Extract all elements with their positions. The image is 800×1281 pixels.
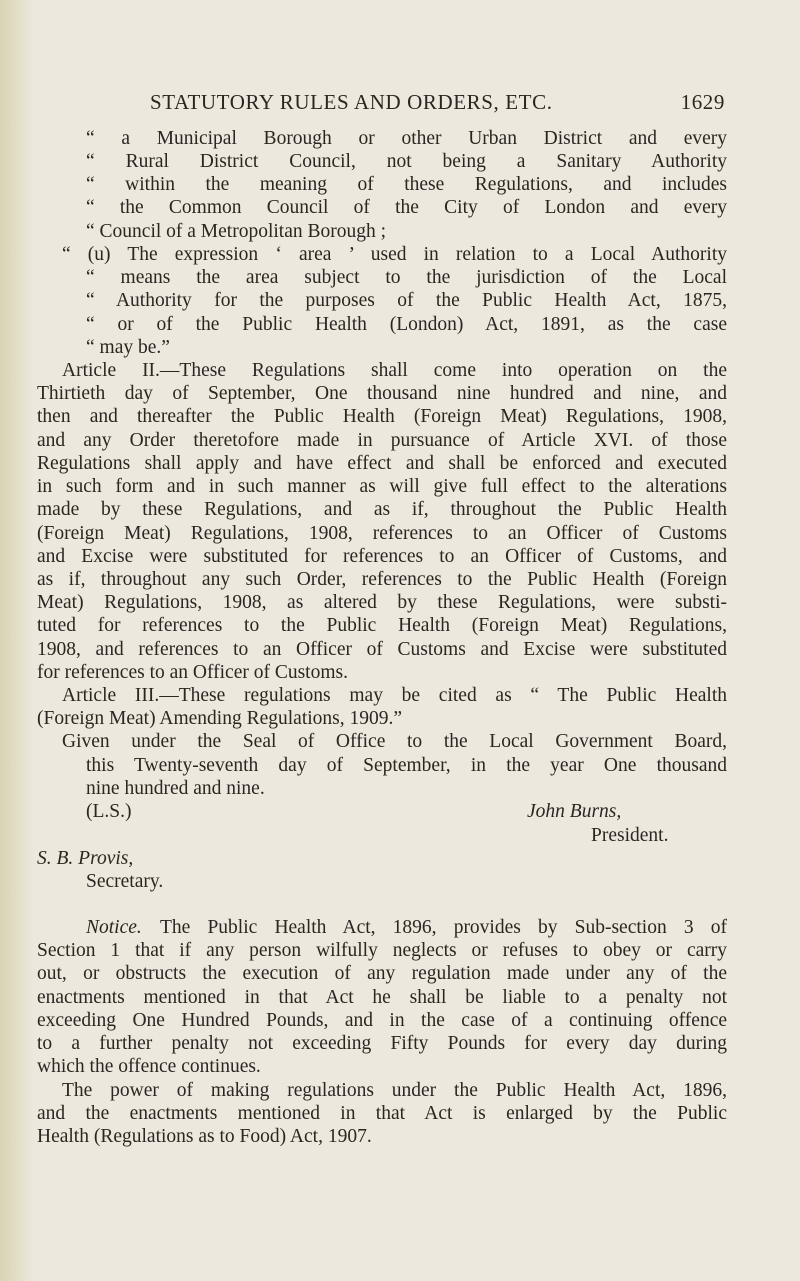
text-line: “ Authority for the purposes of the Public Health Act, 1875, [86, 290, 727, 311]
text-line: “ the Common Council of the City of London and every [86, 197, 727, 218]
text-line: “ or of the Public Health (London) Act, 1891, as the case [86, 314, 727, 335]
text-line: tuted for references to the Public Health (Foreign Meat) Regulations, [37, 615, 727, 636]
text-line: Meat) Regulations, 1908, as altered by these Regulations, were substi- [37, 592, 727, 613]
text-line: Section 1 that if any person wilfully neglects or refuses to obey or carry [37, 940, 727, 961]
text-line: which the offence continues. [37, 1056, 261, 1077]
running-title: STATUTORY RULES AND ORDERS, ETC. [150, 90, 553, 114]
text-line: The Public Health Act, 1896, provides by Sub-section 3 of [160, 917, 727, 938]
text-line: Health (Regulations as to Food) Act, 1907. [37, 1126, 372, 1147]
text-line: Thirtieth day of September, One thousand nine hundred and nine, and [37, 383, 727, 404]
text-line: in such form and in such manner as will give full effect to the alterations [37, 476, 727, 497]
text-line: and any Order theretofore made in pursuance of Article XVI. of those [37, 430, 727, 451]
text-line: (Foreign Meat) Amending Regulations, 1909.” [37, 708, 403, 729]
text-line: and the enactments mentioned in that Act is enlarged by the Public [37, 1103, 727, 1124]
text-line: S. B. Provis, [37, 848, 134, 869]
text-line: to a further penalty not exceeding Fifty Pounds for every day during [37, 1033, 727, 1054]
text-line: “ Rural District Council, not being a Sanitary Authority [86, 151, 727, 172]
text-line: “ a Municipal Borough or other Urban District and every [86, 128, 727, 149]
text-line: enactments mentioned in that Act he shall be liable to a penalty not [37, 987, 727, 1008]
text-line: President. [591, 825, 669, 846]
text-line: “ means the area subject to the jurisdiction of the Local [86, 267, 727, 288]
text-line: this Twenty-seventh day of September, in the year One thousand [86, 755, 727, 776]
text-line: “ (u) The expression ‘ area ’ used in relation to a Local Authority [62, 244, 727, 265]
text-line: 1908, and references to an Officer of Customs and Excise were substituted [37, 639, 727, 660]
text-line: made by these Regulations, and as if, throughout the Public Health [37, 499, 727, 520]
text-line: nine hundred and nine. [86, 778, 265, 799]
text-line: as if, throughout any such Order, references to the Public Health (Foreign [37, 569, 727, 590]
text-line: “ Council of a Metropolitan Borough ; [86, 221, 387, 242]
text-line: Article II.—These Regulations shall come into operation on the [62, 360, 727, 381]
text-line: (Foreign Meat) Regulations, 1908, references to an Officer of Customs [37, 523, 727, 544]
text-line: Notice. [86, 917, 142, 938]
text-line: and Excise were substituted for references to an Officer of Customs, and [37, 546, 727, 567]
text-line: (L.S.) [86, 801, 132, 822]
text-line: Secretary. [86, 871, 164, 892]
text-line: Given under the Seal of Office to the Local Government Board, [62, 731, 727, 752]
text-line: then and thereafter the Public Health (Foreign Meat) Regulations, 1908, [37, 406, 727, 427]
text-line: The power of making regulations under the Public Health Act, 1896, [62, 1080, 727, 1101]
text-line: exceeding One Hundred Pounds, and in the case of a continuing offence [37, 1010, 727, 1031]
text-line: John Burns, [527, 801, 622, 822]
text-line: “ within the meaning of these Regulations, and includes [86, 174, 727, 195]
text-line: Article III.—These regulations may be cited as “ The Public Health [62, 685, 727, 706]
text-line: Regulations shall apply and have effect and shall be enforced and executed [37, 453, 727, 474]
page-number: 1629 [680, 90, 725, 114]
text-line: “ may be.” [86, 337, 170, 358]
text-line: out, or obstructs the execution of any regulation made under any of the [37, 963, 727, 984]
text-line: for references to an Officer of Customs. [37, 662, 348, 683]
